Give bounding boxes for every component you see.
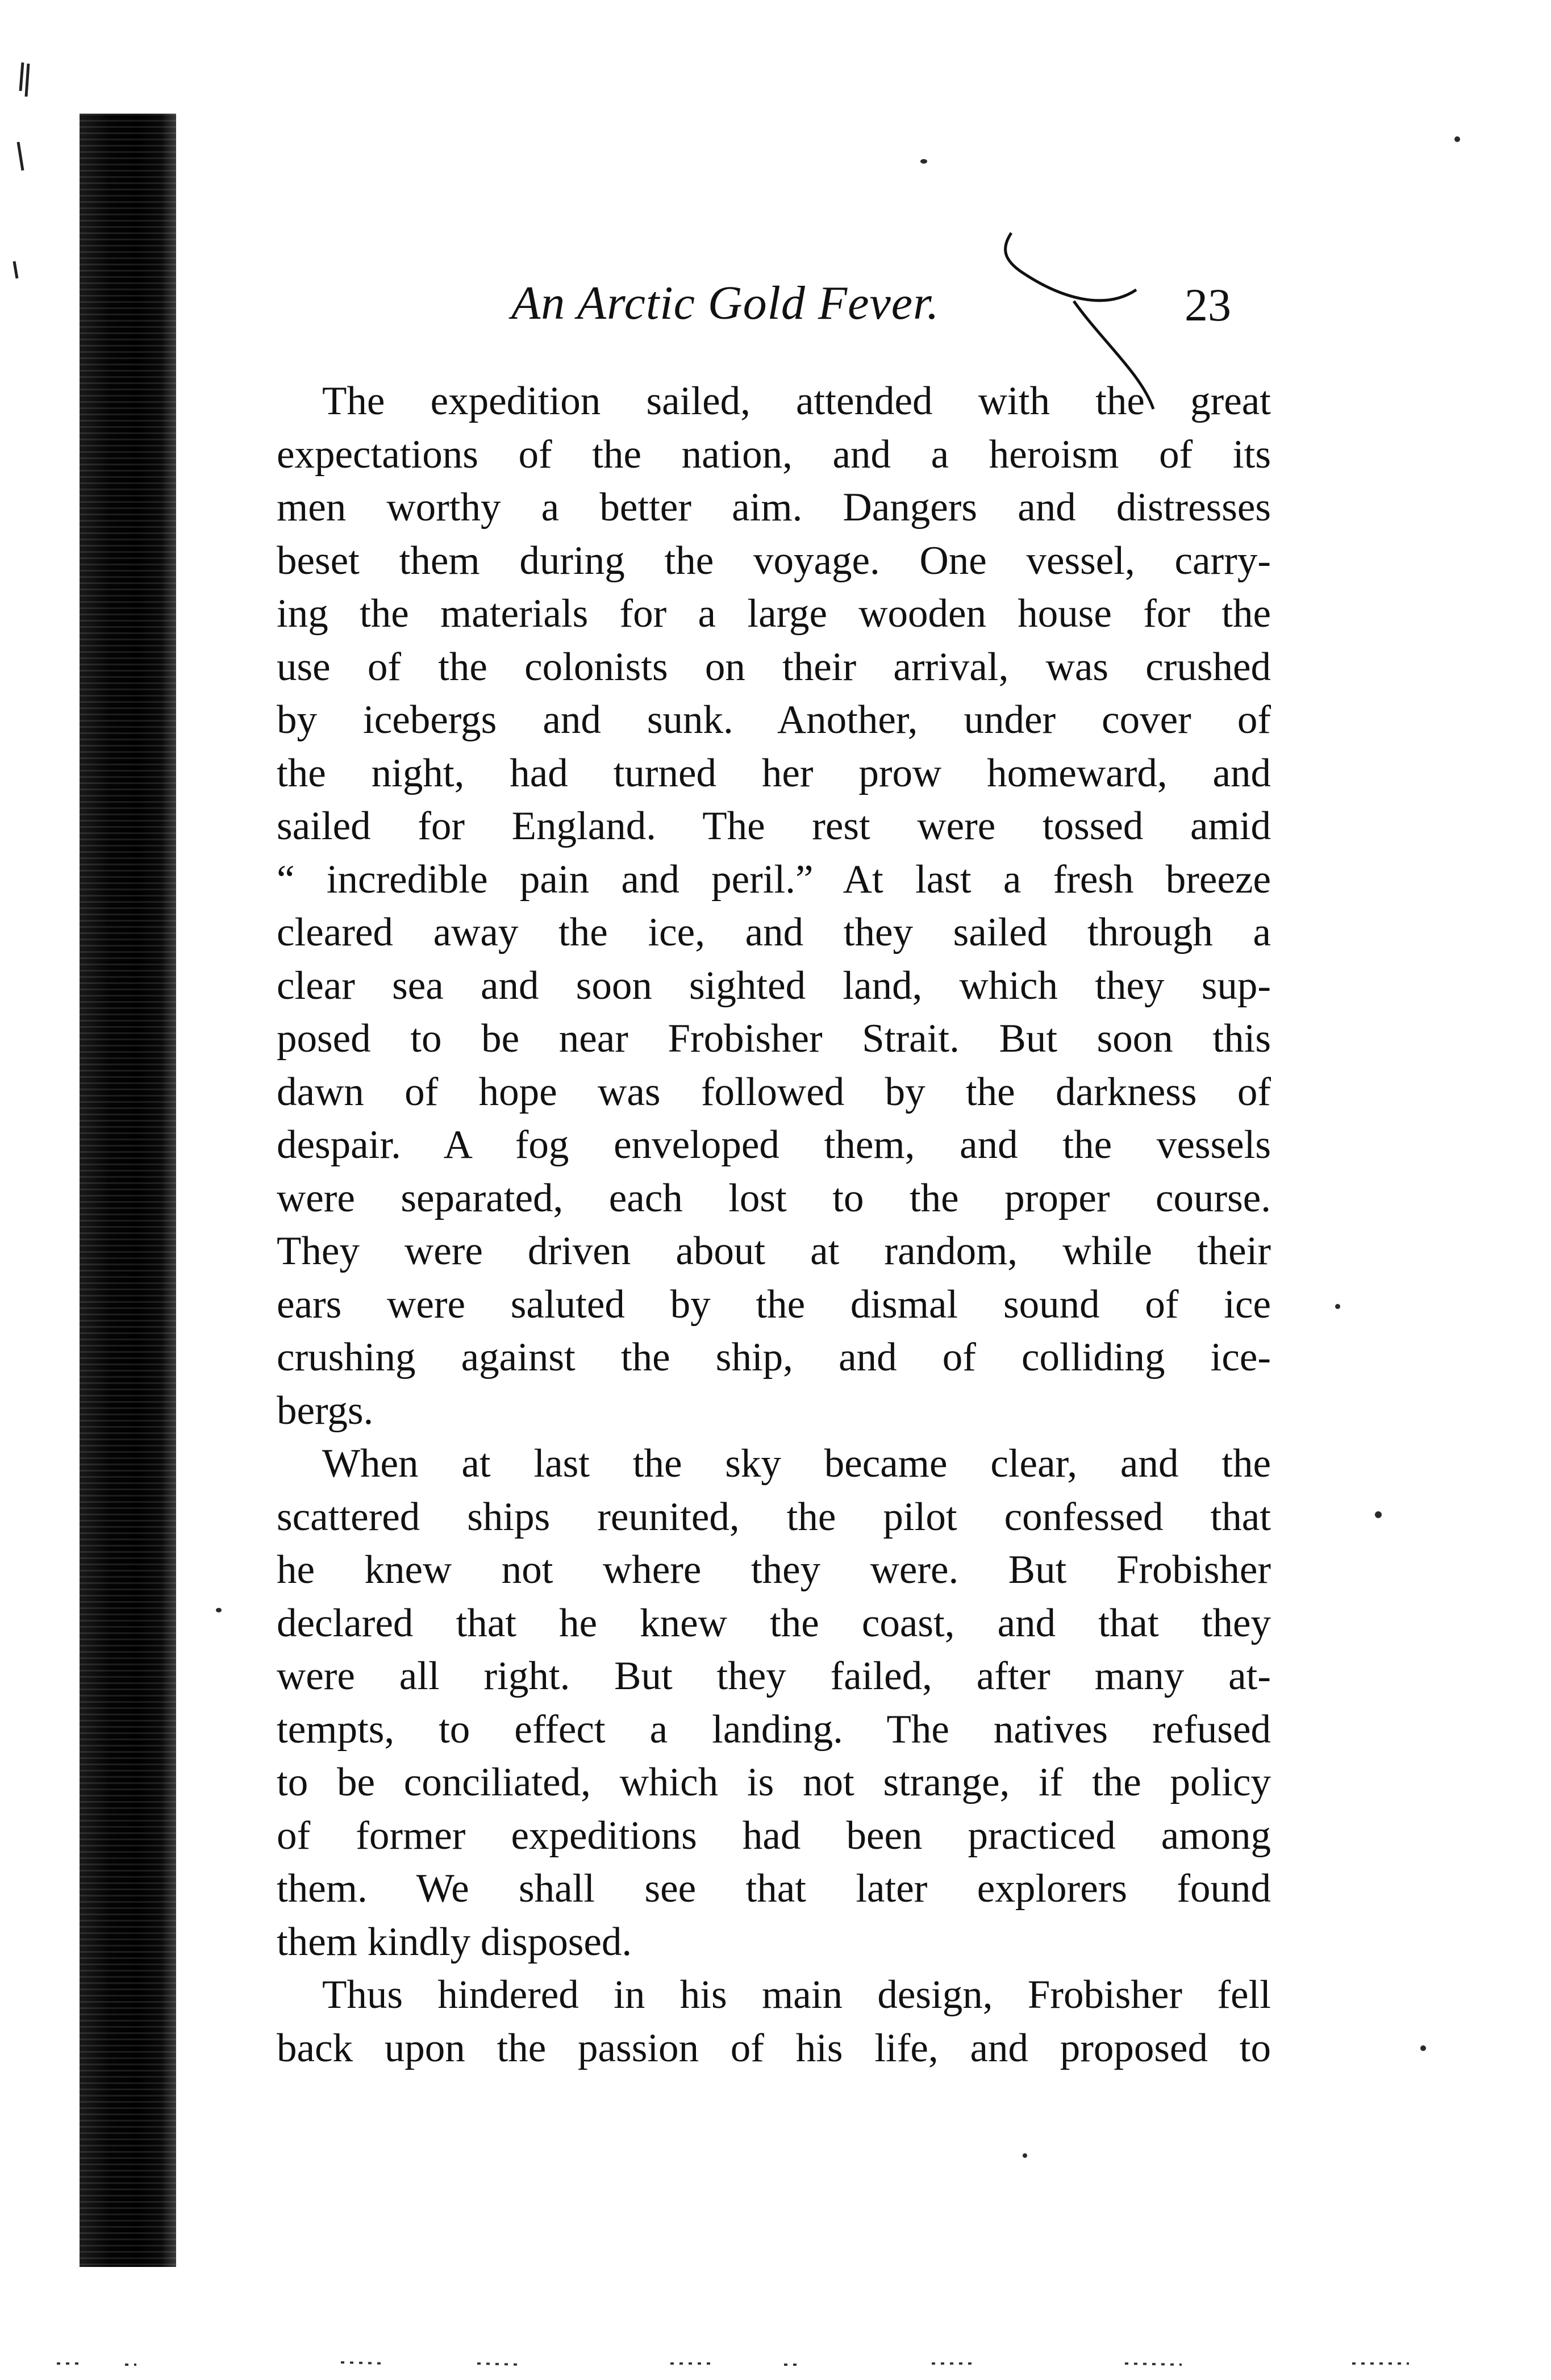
text-line: despair. A fog enveloped them, and the vessels <box>277 1123 1271 1167</box>
scan-speck <box>1023 2153 1027 2158</box>
text-line: use of the colonists on their arrival, was crushed <box>277 644 1271 689</box>
text-line: ing the materials for a large wooden house for the <box>277 591 1271 636</box>
scan-speck <box>1335 1304 1340 1309</box>
page-number: 23 <box>1185 279 1231 331</box>
paragraph <box>277 375 1271 1437</box>
text-line: the night, had turned her prow homeward, and <box>277 751 1271 795</box>
text-line: They were driven about at random, while their <box>277 1229 1271 1273</box>
text-line: beset them during the voyage. One vessel, carry- <box>277 538 1271 583</box>
text-line: The expedition sailed, attended with the great <box>322 379 1271 423</box>
text-line: scattered ships reunited, the pilot confessed that <box>277 1494 1271 1539</box>
text-line: he knew not where they were. But Frobisher <box>277 1548 1271 1592</box>
text-line: crushing against the ship, and of colliding ice- <box>277 1335 1271 1379</box>
text-line: of former expeditions had been practiced among <box>277 1813 1271 1858</box>
text-line: dawn of hope was followed by the darkness of <box>277 1069 1271 1114</box>
text-line: ears were saluted by the dismal sound of ice <box>277 1282 1271 1327</box>
scan-speck <box>1454 136 1460 142</box>
text-line: Thus hindered in his main design, Frobisher fell <box>322 1973 1271 2017</box>
text-line: were separated, each lost to the proper course. <box>277 1176 1271 1220</box>
text-line: them kindly disposed. <box>277 1919 632 1964</box>
paragraph <box>277 1969 1271 2075</box>
margin-marks <box>6 57 62 284</box>
scan-speck <box>920 159 927 164</box>
paragraph <box>277 1437 1271 1969</box>
text-line: were all right. But they failed, after many at- <box>277 1654 1271 1698</box>
scan-speck <box>216 1608 222 1612</box>
text-line: cleared away the ice, and they sailed through a <box>277 910 1271 954</box>
scan-speck <box>1375 1511 1382 1518</box>
text-line: clear sea and soon sighted land, which they sup- <box>277 963 1271 1008</box>
text-line: back upon the passion of his life, and proposed to <box>277 2025 1271 2070</box>
binding-edge <box>80 114 176 2267</box>
text-line: sailed for England. The rest were tossed amid <box>277 804 1271 848</box>
text-line: declared that he knew the coast, and that they <box>277 1600 1271 1645</box>
text-line: them. We shall see that later explorers found <box>277 1866 1271 1911</box>
text-line: posed to be near Frobisher Strait. But soon this <box>277 1016 1271 1061</box>
text-line: men worthy a better aim. Dangers and distresses <box>277 485 1271 530</box>
body-text <box>277 375 1271 2075</box>
text-line: by icebergs and sunk. Another, under cover of <box>277 698 1271 742</box>
bottom-dust <box>45 2358 1500 2369</box>
running-head: An Arctic Gold Fever. <box>511 277 940 330</box>
text-line: “ incredible pain and peril.” At last a fresh breeze <box>277 857 1271 902</box>
text-line: expectations of the nation, and a heroism of its <box>277 432 1271 477</box>
scan-speck <box>1420 2045 1426 2051</box>
text-line: to be conciliated, which is not strange, if the policy <box>277 1760 1271 1804</box>
text-line: tempts, to effect a landing. The natives refused <box>277 1707 1271 1752</box>
text-line: When at last the sky became clear, and the <box>322 1441 1271 1486</box>
text-line: bergs. <box>277 1388 374 1433</box>
